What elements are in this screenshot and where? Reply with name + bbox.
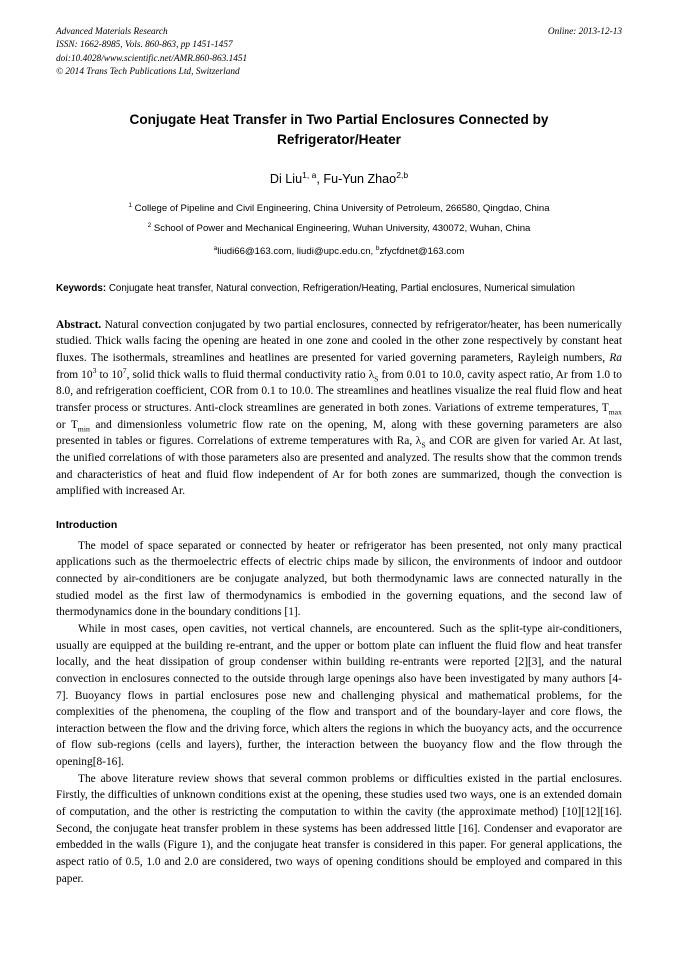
abstract-exponent-3: 3 <box>92 365 97 375</box>
journal-doi: doi:10.4028/www.scientific.net/AMR.860-863.1451 <box>56 53 248 64</box>
journal-copyright: © 2014 Trans Tech Publications Ltd, Switzerland <box>56 67 240 78</box>
abstract-part-6: or T <box>56 418 78 431</box>
introduction-paragraph-2: While in most cases, open cavities, not vertical channels, are encountered. Such as the split-type air-conditioners, usually are equipped at the building re-entrant, and the upper or bottom plate can influent the fluid flow and heat transfer locally, and the heat dissipation of group condenser within building re-entrants were reported [2][3], and the natural convection in enclosures connected to the outside through large openings also have been investigated by many authors [4-7]. Buoyancy flows in partial enclosures pose new and challenging physical and mathematical problems, for the complexities of the phenomena, the coupling of the flow and transport and of the boundary-layer and core flows, the interaction between the flow and the driving force, which alters the regions in which the buoyancy acts, and the occurrence of flow sub-regions (cells and layers), further, the interaction between the buoyancy flow and the flow through the opening[8-16]. <box>56 623 622 769</box>
abstract-sub-max: max <box>608 407 622 417</box>
abstract-part-1: Natural convection conjugated by two partial enclosures, connected by refrigerator/heater, has been numerically studied. Thick walls facing the opening are heated in one zone and cooled in the other zone respectively by constant heat fluxes. The isothermals, streamlines and heatlines are presented for varied governing parameters, Rayleigh numbers, <box>56 318 622 365</box>
page-title: Conjugate Heat Transfer in Two Partial Enclosures Connected by Refrigerator/Heater <box>129 111 549 147</box>
author-name-2: Fu-Yun Zhao <box>323 172 397 187</box>
abstract-part-7: and dimensionless volumetric flow rate on the opening, M, along with these governing parameters are also presented in tables or figures. Correlations of extreme temperatures with Ra, λ <box>56 418 622 448</box>
author-sup-2: 2,b <box>396 170 409 181</box>
author-name-1: Di Liu <box>269 172 303 187</box>
affiliation-1 <box>56 202 622 216</box>
section-heading-introduction: Introduction <box>56 518 118 531</box>
author-separator: , <box>316 172 324 187</box>
email-text-2: zfycfdnet@163.com <box>379 246 465 258</box>
abstract-label: Abstract. <box>56 318 102 331</box>
author-sup-1: 1, a <box>302 170 317 181</box>
abstract-sub-s-1: S <box>374 373 379 383</box>
affiliation-marker-2: 2 <box>147 221 152 229</box>
keywords-text: Conjugate heat transfer, Natural convection, Refrigeration/Heating, Partial enclosures, Numerical simulation <box>106 283 575 295</box>
abstract-sub-min: min <box>77 423 90 433</box>
journal-name: Advanced Materials Research <box>56 27 168 37</box>
abstract-block <box>56 317 622 500</box>
affiliation-2 <box>56 222 622 236</box>
abstract-sub-s-2: S <box>421 440 426 450</box>
affiliation-marker-1: 1 <box>128 202 133 210</box>
journal-header <box>56 26 622 80</box>
email-sup-b: b <box>375 244 380 252</box>
keywords-block <box>56 282 622 297</box>
keywords-label: Keywords: <box>56 283 107 295</box>
introduction-paragraph-1: The model of space separated or connected by heater or refrigerator has been presented, not only many practical applications such as the thermoelectric effects of electric chips made by silicon, the environments of indoor and outdoor connected by air-conditioners are be conjugate analyzed, but both thermodynamic laws are connected naturally in the studied model as the first law of thermodynamics is embodied in the governing equations, and the second law of thermodynamics done in the boundary conditions [1]. <box>56 539 622 619</box>
abstract-part-5: from 0.01 to 10.0, cavity aspect ratio, Ar from 1.0 to 8.0, and refrigeration coefficient, COR from 0.1 to 10.0. The streamlines and heatlines visualize the real fluid flow and heat transfer process or structures. Anti-clock streamlines are generated in both zones. Variations of extreme temperatures, T <box>56 368 622 414</box>
online-date: Online: 2013-12-13 <box>547 27 622 37</box>
journal-issn: ISSN: 1662-8985, Vols. 860-863, pp 1451-1457 <box>56 40 233 51</box>
email-sup-a: a <box>213 244 218 252</box>
abstract-ra-symbol: Ra <box>609 352 622 365</box>
affiliation-text-2: School of Power and Mechanical Engineering, Wuhan University, 430072, Wuhan, China <box>151 222 531 234</box>
introduction-paragraph-3: The above literature review shows that several common problems or difficulties existed in the partial enclosures. Firstly, the difficulties of unknown conditions exist at the opening, these studies used two ways, one is an extended domain of computation, and the other is restricting the computation to within the cavity (the approximate method) [10][12][16]. Second, the conjugate heat transfer problem in these systems has been addressed little [16]. Condenser and evaporator are embedded in the walls (Figure 1), and the conjugate heat transfer is considered in this paper. For general applications, the aspect ratio of 0.5, 1.0 and 2.0 are considered, two ways of opening conditions should be employed and compared in this paper. <box>56 772 622 885</box>
affiliation-text-1: College of Pipeline and Civil Engineering, China University of Petroleum, 266580, Qingdao, China <box>132 203 550 215</box>
abstract-exponent-7: 7 <box>122 365 127 375</box>
abstract-part-4: , solid thick walls to fluid thermal conductivity ratio λ <box>126 368 375 381</box>
abstract-part-2: from 10 <box>56 368 93 381</box>
email-text-1: liudi66@163.com, liudi@upc.edu.cn, <box>217 246 376 258</box>
author-list <box>56 172 622 186</box>
abstract-part-3: to 10 <box>96 368 123 381</box>
author-emails <box>56 246 622 257</box>
abstract-part-8: and COR are given for varied Ar. At last, the unified correlations of with those parameters also are presented and analyzed. The results show that the common trends and characteristics of heat and fluid flow independent of Ar for both zones are summarized, though the convection is amplified with increased Ar. <box>56 435 622 498</box>
